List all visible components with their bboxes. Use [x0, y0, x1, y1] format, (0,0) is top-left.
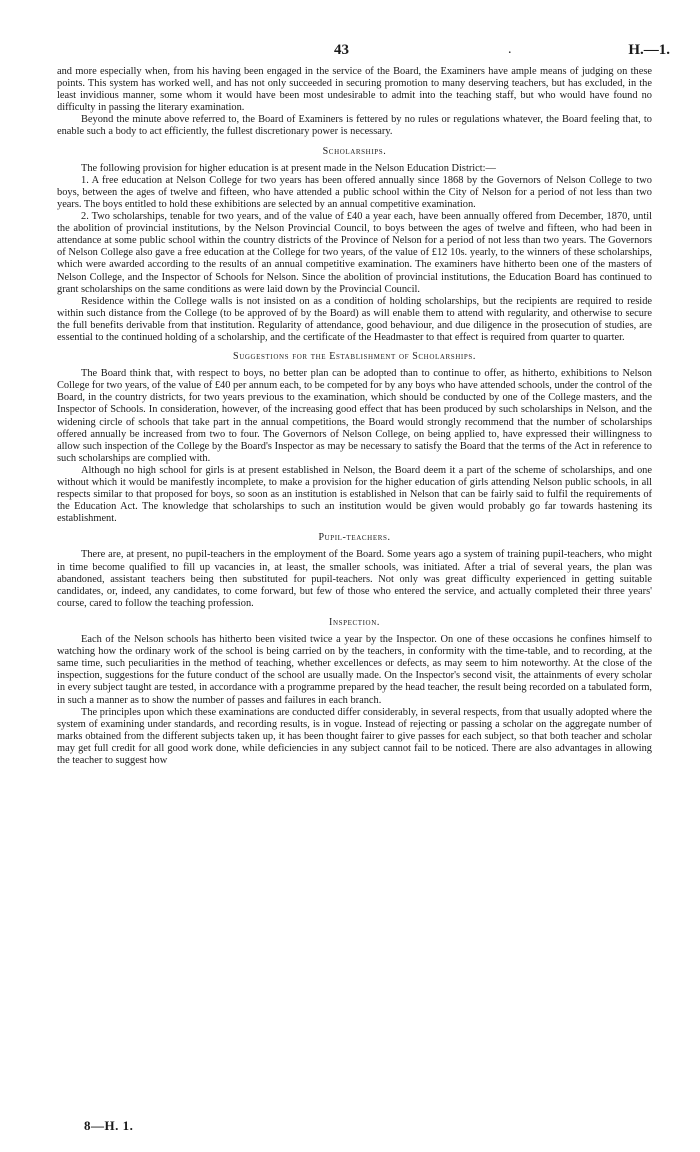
heading-inspection: Inspection.	[329, 616, 380, 628]
paragraph-inspection-visits: Each of the Nelson schools has hitherto been visited twice a year by the Inspector. On one of these occasions he confines himself to watching how the ordinary work of the school is being carried on by the teachers, in conformity with the time-table, and to recording, at the same time, such peculiarities in the method of teaching, whether excellences or defects, as may seem to him noteworthy. At the close of the inspection, suggestions for the future conduct of the school are usually made. On the Inspector's second visit, the attainments of every scholar in every subject taught are tested, in accordance with a programme prepared by the head teacher, the result being recorded on a tabulated form, in such a manner as to show the number of passes and failures in each branch.	[57, 634, 652, 706]
paragraph-provision-intro: The following provision for higher education is at present made in the Nelson Education District:—	[81, 162, 496, 174]
body-text	[57, 66, 652, 767]
paragraph-pupil-teachers: There are, at present, no pupil-teachers in the employment of the Board. Some years ago a system of training pupil-teachers, who might in time become qualified to fill up vacancies in, at least, the smaller schools, was initiated. After a trial of several years, the plan was abandoned, assistant teachers being then substituted for pupil-teachers. Not only was great difficulty experienced in getting suitable candidates, or, indeed, any candidates, to come forward, but few of those who entered the service, and actually completed their three years' course, cared to follow the teaching profession.	[57, 549, 652, 609]
paragraph-girls-school: Although no high school for girls is at present established in Nelson, the Board deem it a part of the scheme of scholarships, and one without which it would be manifestly incomplete, to make a provision for the higher education of girls attending Nelson public schools, in all respects similar to that proposed for boys, so soon as an institution is established in Nelson that can be fairly said to fulfil the requirements of the Education Act. The knowledge that scholarships to such an institution would be given would probably go far towards hastening its establishment.	[57, 464, 652, 525]
paragraph-residence: Residence within the College walls is not insisted on as a condition of holding scholarships, but the recipients are required to reside within such distance from the College (to be approved of by the Board) as will enable them to attend with regularity, and otherwise to secure the full benefits derivable from that institution. Regularity of attendance, good behaviour, and due diligence in the prosecution of studies, are essential to the continued holding of a scholarship, and the certificate of the Headmaster to that effect is required from quarter to quarter.	[57, 295, 652, 343]
page-number: 43	[334, 42, 349, 58]
paragraph-continuation: and more especially when, from his having been engaged in the service of the Board, the Examiners have ample means of judging on these points. This system has worked well, and has not only succeeded in securing promotion to many deserving teachers, but has excluded, in the least invidious manner, some whom it would have been most undesirable to admit into the teaching staff, but who would have found no difficulty in passing the literary examination.	[57, 66, 652, 114]
paragraph-two-scholarships: 2. Two scholarships, tenable for two years, and of the value of £40 a year each, have been annually offered from December, 1870, until the abolition of provincial institutions, by the Nelson Provincial Council, to boys between the ages of twelve and fifteen, who had been in attendance at some public school within the country districts of the Province of Nelson for a period of not less than two years. The Governors of Nelson College also gave a free education at the College for two years, of the value of £12 10s. yearly, to the winners of these scholarships, which were awarded according to the results of an annual competitive examination. The examiners have hitherto been one of the masters of Nelson College, and the Inspector of Schools for Nelson. Since the abolition of provincial institutions, the Education Board has continued to grant scholarships on the same conditions as were laid down by the Provincial Council.	[57, 211, 652, 295]
heading-suggestions: Suggestions for the Establishment of Scholarships.	[233, 351, 476, 363]
page-signature: 8—H. 1.	[84, 1118, 134, 1133]
paragraph-board-think: The Board think that, with respect to boys, no better plan can be adopted than to continue to offer, as hitherto, exhibitions to Nelson College for two years, of the value of £40 per annum each, to be competed for by any boys who have attended schools, under the control of the Board, in the country districts, for two years previous to the examination, which should be conducted by one of the College masters, and the Inspector of Schools. In consideration, however, of the increasing good effect that has been produced by such scholarships in Nelson, and the widening circle of schools that take part in the annual competitions, the Board would strongly recommend that the number of scholarships offered annually be increased from two to four. The Governors of Nelson College, on being applied to, have expressed their willingness to allow such inspection of the College by the Board's Inspector as may be necessary to satisfy the Board that the terms of the Act in reference to such scholarships are complied with.	[57, 368, 652, 464]
page-header	[0, 42, 700, 62]
paragraph-examination-principles: The principles upon which these examinations are conducted differ considerably, in several respects, from that usually adopted where the system of examining under standards, and recording results, is in vogue. Instead of rejecting or passing a scholar on the aggregate number of marks obtained from the different subjects taken up, it has been thought fairer to give passes for each subject, so that both teacher and scholar may get full credit for all good work done, while deficiencies in any subject cannot fail to be noticed. There are also advantages in allowing the teacher to suggest how	[57, 706, 652, 766]
paragraph-board-of-examiners: Beyond the minute above referred to, the Board of Examiners is fettered by no rules or regulations whatever, the Board feeling that, to enable such a body to act efficiently, the fullest discretionary power is necessary.	[57, 114, 652, 138]
header-dot: .	[508, 42, 512, 57]
paragraph-free-education: 1. A free education at Nelson College for two years has been offered annually since 1868 by the Governors of Nelson College to two boys, between the ages of twelve and fifteen, who have attended a public school within the City of Nelson for a period of not less than two years. The boys entitled to hold these exhibitions are selected by an annual competitive examination.	[57, 174, 652, 210]
heading-pupil-teachers: Pupil-teachers.	[318, 532, 391, 544]
series-reference: H.—1.	[628, 42, 670, 58]
heading-scholarships: Scholarships.	[322, 145, 387, 157]
